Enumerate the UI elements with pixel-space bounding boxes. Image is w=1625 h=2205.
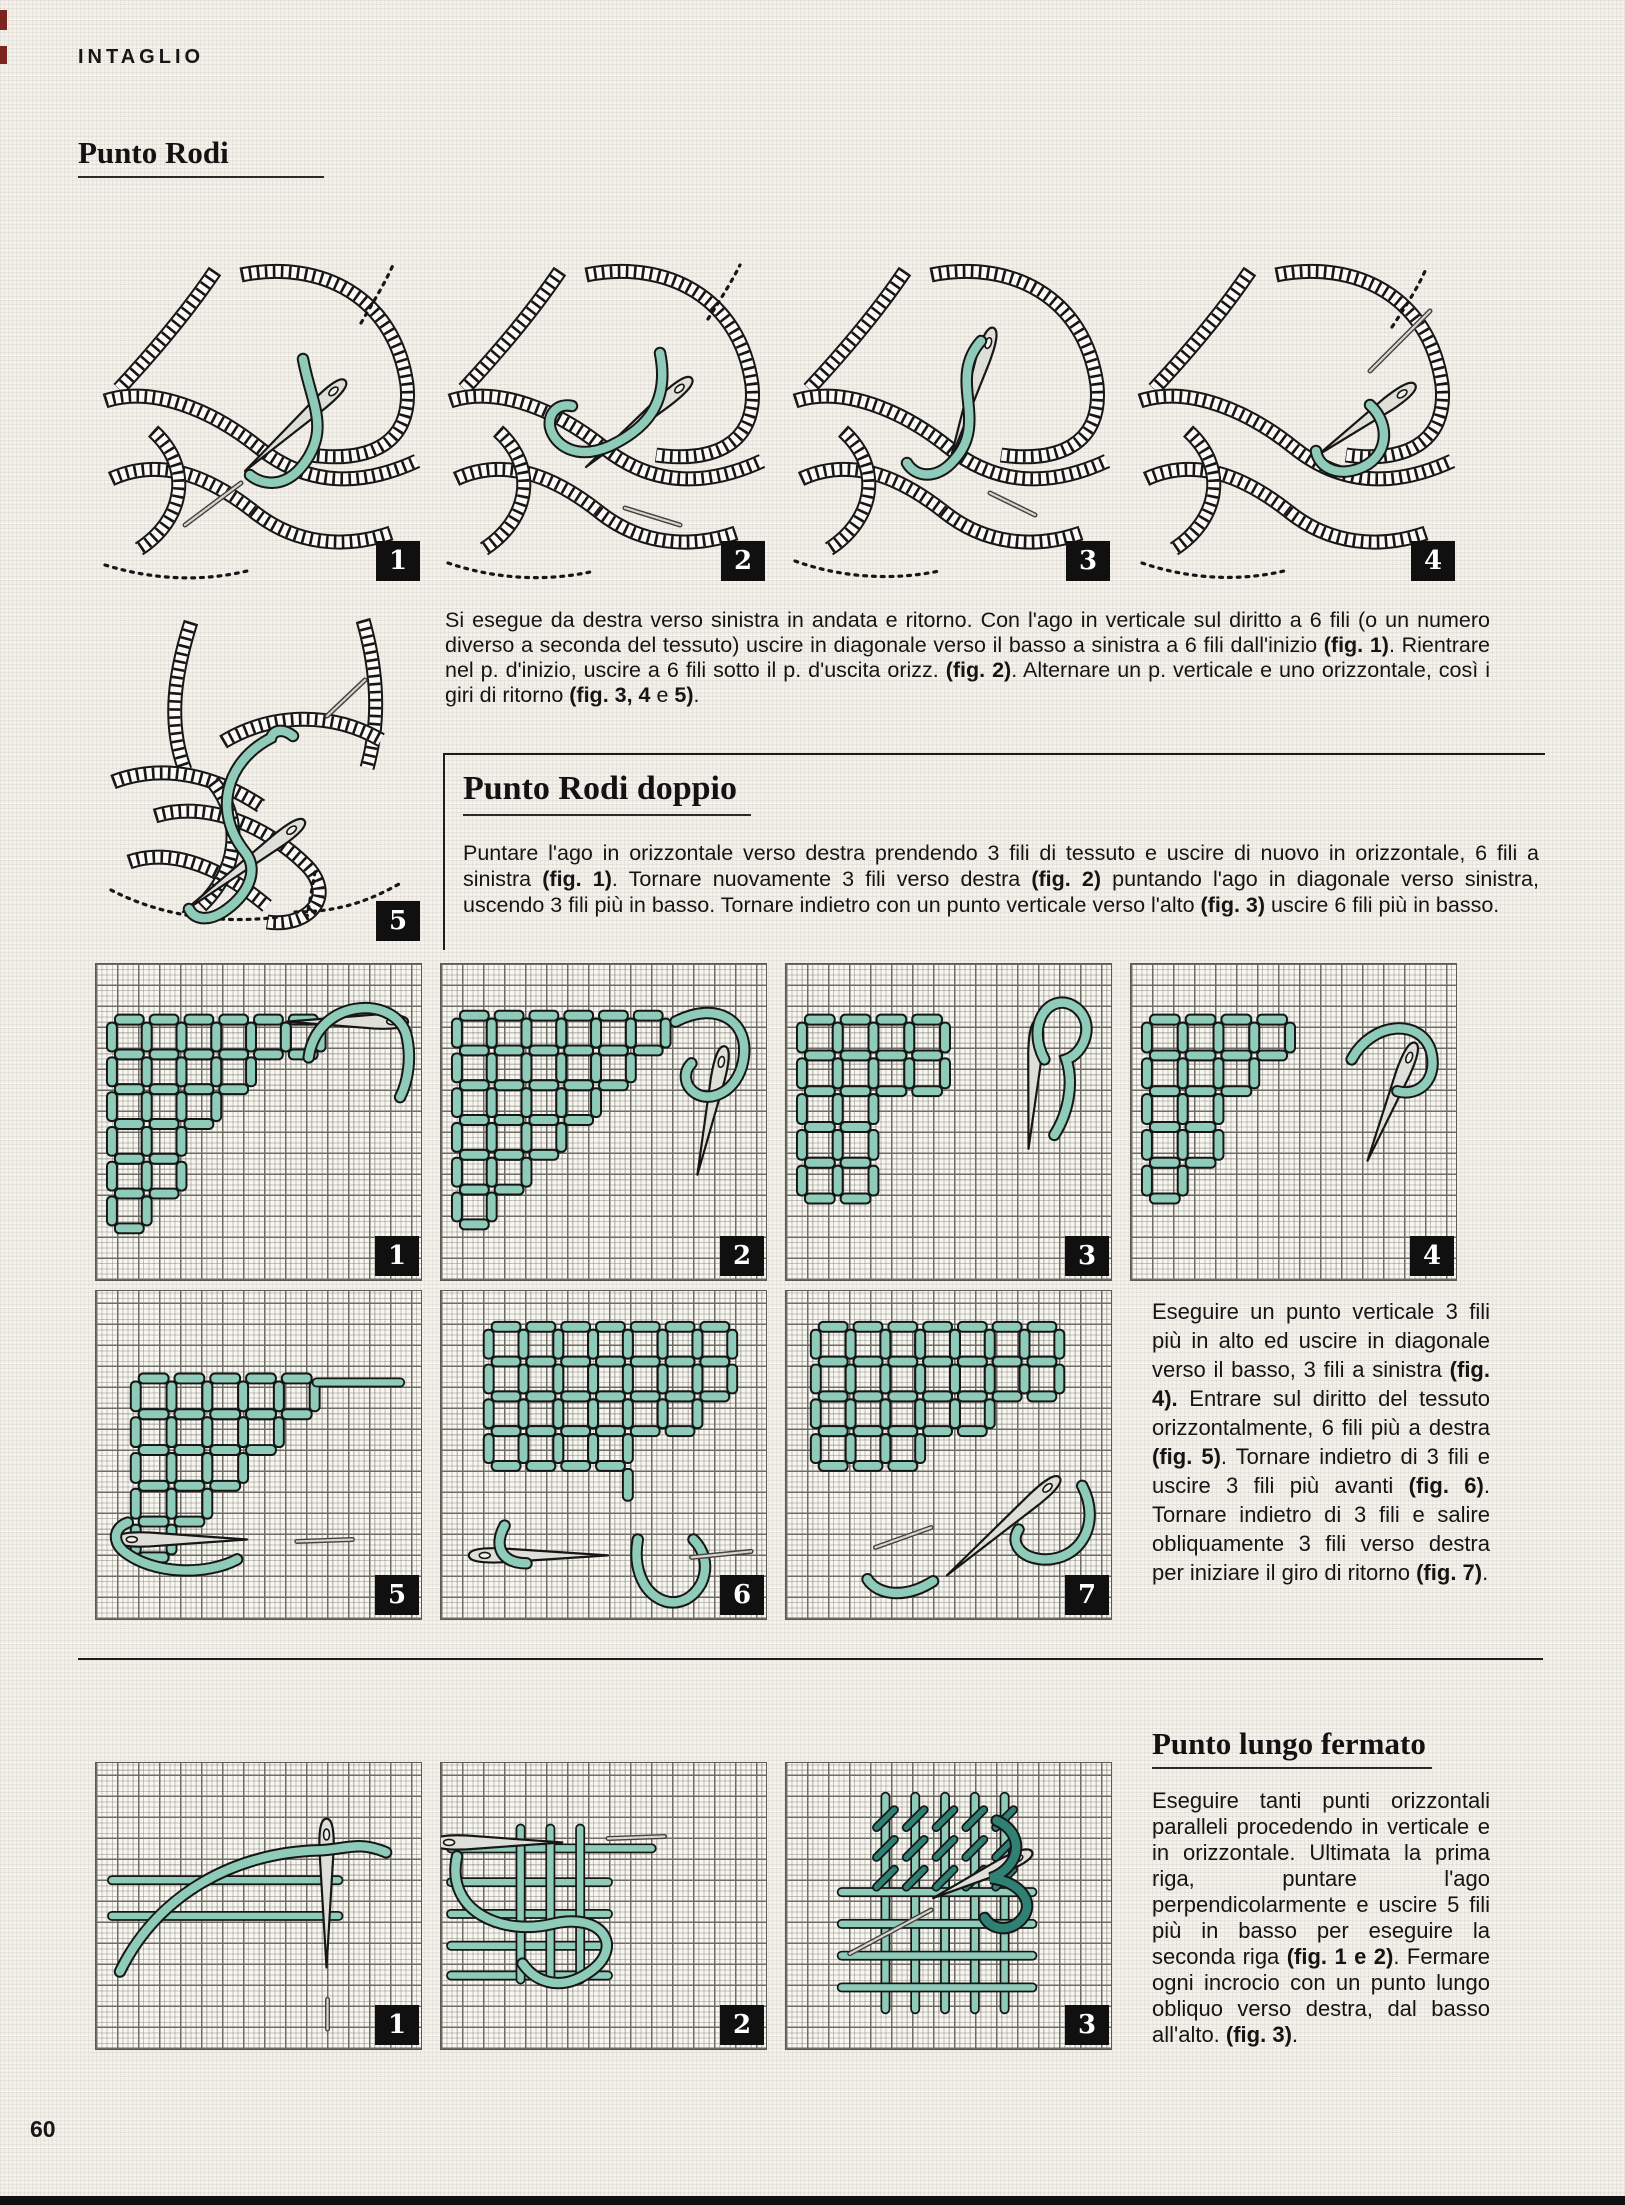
registration-mark [0, 10, 7, 30]
figure-number-badge: 6 [720, 1575, 764, 1615]
figure-doppio-2 [440, 963, 767, 1281]
stitch-illustration [786, 964, 1111, 1280]
figure-doppio-4 [1130, 963, 1457, 1281]
figure-number-badge: 3 [1065, 2005, 1109, 2045]
figure-lungo-1 [95, 1762, 422, 2050]
figure-number-badge: 3 [1065, 1236, 1109, 1276]
figure-number-badge: 4 [1411, 541, 1455, 581]
heading-punto-rodi-doppio: Punto Rodi doppio [463, 770, 751, 816]
figure-doppio-1 [95, 963, 422, 1281]
figure-number-badge: 1 [375, 2005, 419, 2045]
figure-doppio-6 [440, 1290, 767, 1620]
registration-mark [0, 46, 7, 64]
figure-doppio-5 [95, 1290, 422, 1620]
figure-number-badge: 5 [376, 901, 420, 941]
punto-rodi-doppio-paragraph: Puntare l'ago in orizzontale verso destra prendendo 3 fili di tessuto e uscire di nuovo in orizzontale, 6 fili a sinistra (fig. 1). Tornare nuovamente 3 fili verso destra (fig. 2) puntando l'ago in diagonale verso sinistra, uscendo 3 fili più in basso. Tornare indietro con un punto verticale verso l'alto (fig. 3) uscire 6 fili più in basso. [463, 841, 1539, 917]
stitch-illustration [95, 610, 422, 945]
punto-rodi-paragraph: Si esegue da destra verso sinistra in andata e ritorno. Con l'ago in verticale sul diritto a 6 fili (o un numero diverso a seconda del tessuto) uscire in diagonale verso il basso a sinistra a 6 fili dall'inizio (fig. 1). Rientrare nel p. d'inizio, uscire a 6 fili sotto il p. d'uscita orizz. (fig. 2). Alternare un p. verticale e uno orizzontale, così i giri di ritorno (fig. 3, 4 e 5). [445, 608, 1491, 707]
figure-number-badge: 2 [720, 2005, 764, 2045]
stitch-illustration [441, 1763, 766, 2049]
figure-number-badge: 2 [720, 1236, 764, 1276]
figure-punto-rodi-4 [1130, 253, 1457, 585]
figure-lungo-3 [785, 1762, 1112, 2050]
heading-punto-lungo-fermato: Punto lungo fermato [1152, 1727, 1432, 1769]
figure-number-badge: 4 [1410, 1236, 1454, 1276]
figure-doppio-7 [785, 1290, 1112, 1620]
heading-punto-rodi: Punto Rodi [78, 136, 324, 178]
figure-number-badge: 5 [375, 1575, 419, 1615]
figure-punto-rodi-5 [95, 610, 422, 945]
section-kicker: INTAGLIO [78, 46, 205, 68]
stitch-illustration [441, 964, 766, 1280]
figure-lungo-2 [440, 1762, 767, 2050]
figure-punto-rodi-3 [785, 253, 1112, 585]
doppio-side-paragraph: Eseguire un punto verticale 3 fili più in alto ed uscire in diagonale verso il basso, 3 fili a sinistra (fig. 4). Entrare sul diritto del tessuto orizzontalmente, 6 fili più a destra (fig. 5). Tornare indietro di 3 fili e uscire 3 fili più avanti (fig. 6). Tornare indietro di 3 fili e salire obliquamente 3 fili verso destra per iniziare il giro di ritorno (fig. 7). [1152, 1299, 1490, 1585]
stitch-illustration [1130, 253, 1457, 585]
figure-number-badge: 2 [721, 541, 765, 581]
punto-lungo-fermato-paragraph: Eseguire tanti punti orizzontali paralleli procedendo in verticale e in orizzontale. Ultimata la prima riga, puntare l'ago perpendicolarmente e uscire 5 fili più in basso per eseguire la seconda riga (fig. 1 e 2). Fermare ogni incrocio con un punto lungo obliquo verso destra, dal basso all'alto. (fig. 3). [1152, 1788, 1491, 2047]
stitch-illustration [441, 1291, 766, 1619]
figure-punto-rodi-2 [440, 253, 767, 585]
figure-number-badge: 7 [1065, 1575, 1109, 1615]
page-number: 60 [30, 2116, 56, 2142]
figure-punto-rodi-1 [95, 253, 422, 585]
stitch-illustration [786, 1291, 1111, 1619]
stitch-illustration [96, 1763, 421, 2049]
figure-doppio-3 [785, 963, 1112, 1281]
figure-number-badge: 3 [1066, 541, 1110, 581]
stitch-illustration [785, 253, 1112, 585]
stitch-illustration [440, 253, 767, 585]
stitch-illustration [1131, 964, 1456, 1280]
stitch-illustration [96, 1291, 421, 1619]
section-divider [78, 1658, 1543, 1660]
stitch-illustration [786, 1763, 1111, 2049]
page-edge-strip [0, 2196, 1625, 2205]
stitch-illustration [95, 253, 422, 585]
figure-number-badge: 1 [376, 541, 420, 581]
stitch-illustration [96, 964, 421, 1280]
figure-number-badge: 1 [375, 1236, 419, 1276]
